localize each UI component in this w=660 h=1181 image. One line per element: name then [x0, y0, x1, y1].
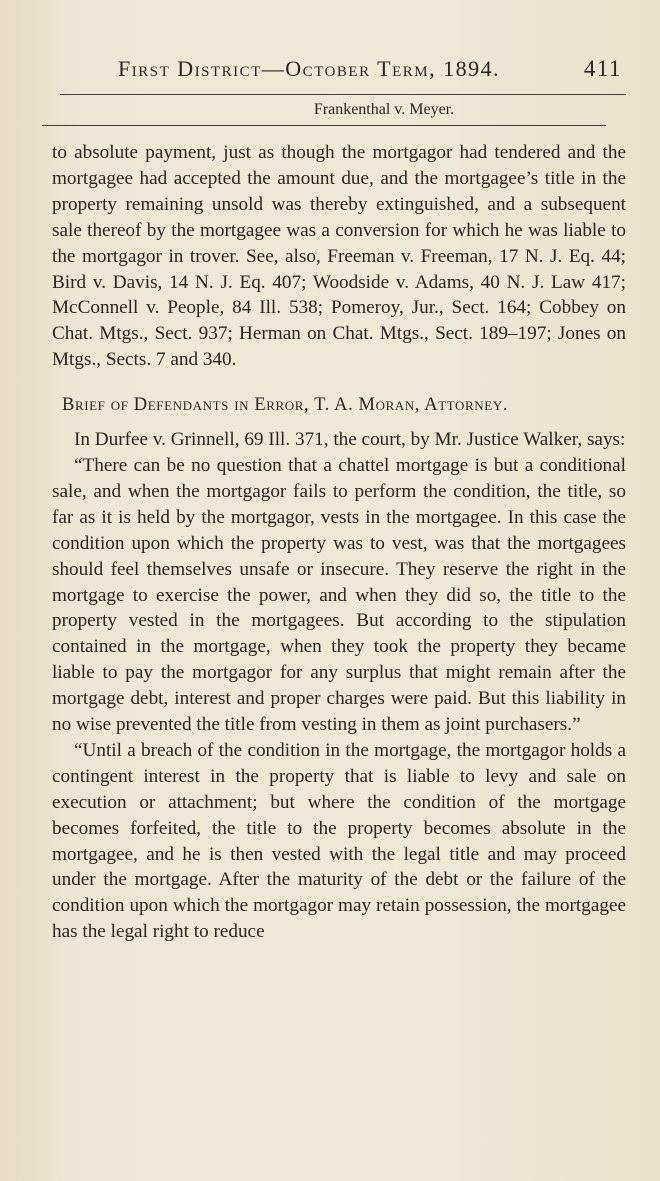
case-name: Frankenthal v. Meyer.: [313, 101, 455, 118]
intro-paragraph: In Durfee v. Grinnell, 69 Ill. 371, the court, by Mr. Justice Walker, says:: [74, 429, 626, 451]
quote-paragraph-1: “There can be no question that a chattel mortgage is but a conditional sale, and when the mortgagor fails to perform the condition, the title, so far as it is held by the mortgagor, vests in the mortgagee. In this case the condition upon which the property was to vest, was that the mortgagees should feel themselves unsafe or insecure. They reserve the right in the mortgage to exercise the power, and when they did so, the title to the property vested in the mortgagees. But according to the stipulation contained in the mortgage, when they took the property they became liable to pay the mortgagor for any surplus that might remain after the mortgage debt, interest and proper charges were paid. But this liability in no wise prevented the title from vesting in them as joint purchasers.”: [52, 454, 626, 736]
header-rule-top: [60, 94, 626, 95]
running-title: First District—October Term, 1894.: [118, 56, 501, 81]
running-head: [52, 56, 626, 82]
brief-heading: Brief of Defendants in Error, T. A. Moran, Attorney.: [62, 395, 509, 416]
header-rule-bottom: [42, 125, 606, 126]
page-number: 411: [583, 56, 622, 81]
continuation-paragraph: to absolute payment, just as though the mortgagor had tendered and the mortgagee had accepted the amount due, and the mortgagee’s title in the property remaining unsold was thereby extinguished, and a subsequent sale thereof by the mortgagee was a conversion for which he was liable to the mortgagor in trover. See, also, Freeman v. Freeman, 17 N. J. Eq. 44; Bird v. Davis, 14 N. J. Eq. 407; Woodside v. Adams, 40 N. J. Law 417; McConnell v. People, 84 Ill. 538; Pomeroy, Jur., Sect. 164; Cobbey on Chat. Mtgs., Sect. 937; Herman on Chat. Mtgs., Sect. 189–197; Jones on Mtgs., Sects. 7 and 340.: [52, 142, 626, 371]
body-text: [52, 140, 626, 945]
quote-paragraph-2: “Until a breach of the condition in the mortgage, the mortgagor holds a contingent interest in the property that is liable to levy and sale on execution or attachment; but where the condition of the mortgage becomes forfeited, the title to the property becomes absolute in the mortgagee, and he is then vested with the legal title and may proceed under the mortgage. After the maturity of the debt or the failure of the condition upon which the mortgagor may retain possession, the mortgagee has the legal right to reduce: [52, 739, 626, 943]
